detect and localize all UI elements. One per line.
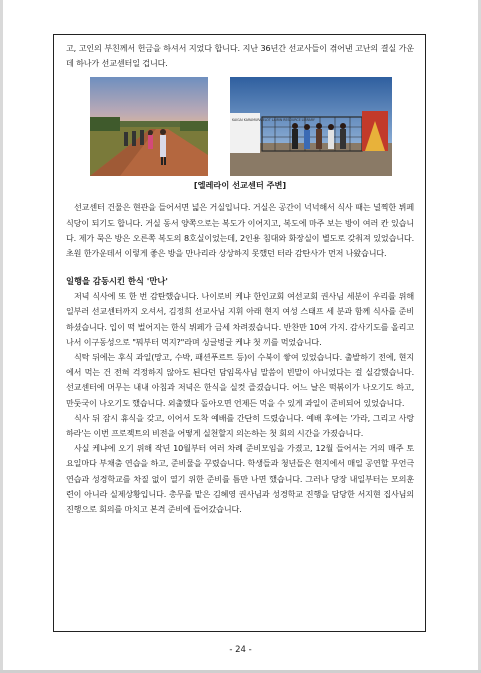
photo-row xyxy=(66,77,414,191)
photo-caption: [엘레라이 선교센터 주변] xyxy=(193,180,287,191)
intro-paragraph: 고, 고인의 부친께서 헌금을 하셔서 지었다 합니다. 지난 36년간 선교사들이 겪어낸 고난의 결실 가운데 하나가 선교센터일 겁니다. xyxy=(66,43,414,69)
gate-sign-text: KAIGAI KARAMURA ELOT LAIRIN RESOURCE LIBRARY xyxy=(232,118,315,123)
page-content xyxy=(66,41,414,517)
dinner-paragraph: 저녁 식사에 또 한 번 감탄했습니다. 나이로비 케냐 한인교회 여선교회 권사님 세분이 우리를 위해 일부러 선교센터까지 오셔서, 김정희 선교사님 지휘 아래 현지 여성 스태프 세 분과 함께 식사를 준비하셨습니다. 입이 떡 벌어지는 한식 뷔페가 금세 차려졌습니다. 반찬만 10여 가지. 감사기도를 올리고 나서 이구동성으로 "뭐부터 먹지?"라며 싱글벙글 케냐 첫 끼를 먹었습니다. xyxy=(66,291,414,347)
prep-paragraph: 사실 케냐에 오기 위해 작년 10월부터 여러 차례 준비모임을 가졌고, 12월 들어서는 거의 매주 토요일마다 부채춤 연습을 하고, 준비물을 꾸렸습니다. 학생들과 청년들은 현지에서 매일 공연할 무언극 연습과 성경학교를 차질 없이 열기 위한 준비를 틈만 나면 했습니다. 그러나 당장 내일부터는 모의훈련이 아니라 실제상황입니다. 총무를 맡은 김혜영 권사님과 성경학교 진행을 담당한 서지현 집사님의 진행으로 회의를 마치고 본격 준비에 들어갔습니다. xyxy=(66,443,414,515)
section-heading: 일행을 감동시킨 한식 '만나' xyxy=(66,276,168,287)
photo-dirt-road xyxy=(90,77,208,176)
photo-center-gate-image xyxy=(230,77,392,176)
meal-paragraph: 식탁 뒤에는 후식 과일(망고, 수박, 패션푸르트 등)이 수북이 쌓여 있었습니다. 출발하기 전에, 현지에서 먹는 건 전혀 걱정하지 않아도 된다던 담임목사님 말씀이 빈말이 아니었다는 걸 실감했습니다. 선교센터에 머무는 내내 아침과 저녁은 한식을 실컷 즐겼습니다. 어느 날은 떡볶이가 나오기도 하고, 만둣국이 나오기도 했습니다. 외출했다 돌아오면 언제든 먹을 수 있게 과일이 준비되어 있었습니다. xyxy=(66,352,414,408)
photo-dirt-road-image xyxy=(90,77,208,176)
meeting-paragraph: 식사 뒤 잠시 휴식을 갖고, 이어서 도착 예배를 간단히 드렸습니다. 예배 후에는 '가라, 그리고 사랑하라'는 이번 프로젝트의 비전을 어떻게 실천할지 의논하는 첫 회의 시간을 가졌습니다. xyxy=(66,412,414,439)
page-number: - 24 - xyxy=(229,645,252,655)
page-frame xyxy=(53,34,426,632)
viewer-left-edge xyxy=(0,0,3,673)
photo-center-gate xyxy=(230,77,392,176)
center-paragraph: 선교센터 건물은 현관을 들어서면 넓은 거실입니다. 거실은 공간이 넉넉해서 식사 때는 널찍한 뷔페식당이 되기도 합니다. 거실 동서 양쪽으로는 복도가 이어지고, 복도에 마주 보는 방이 여러 칸 있습니다. 제가 묵은 방은 오른쪽 복도의 8호실이었는데, 2인용 침대와 화장실이 별도로 갖춰져 있었습니다. 초원 한가운데서 이렇게 좋은 방을 만나리라 상상하지 못했던 터라 감탄사가 먼저 나왔습니다. xyxy=(66,202,414,259)
